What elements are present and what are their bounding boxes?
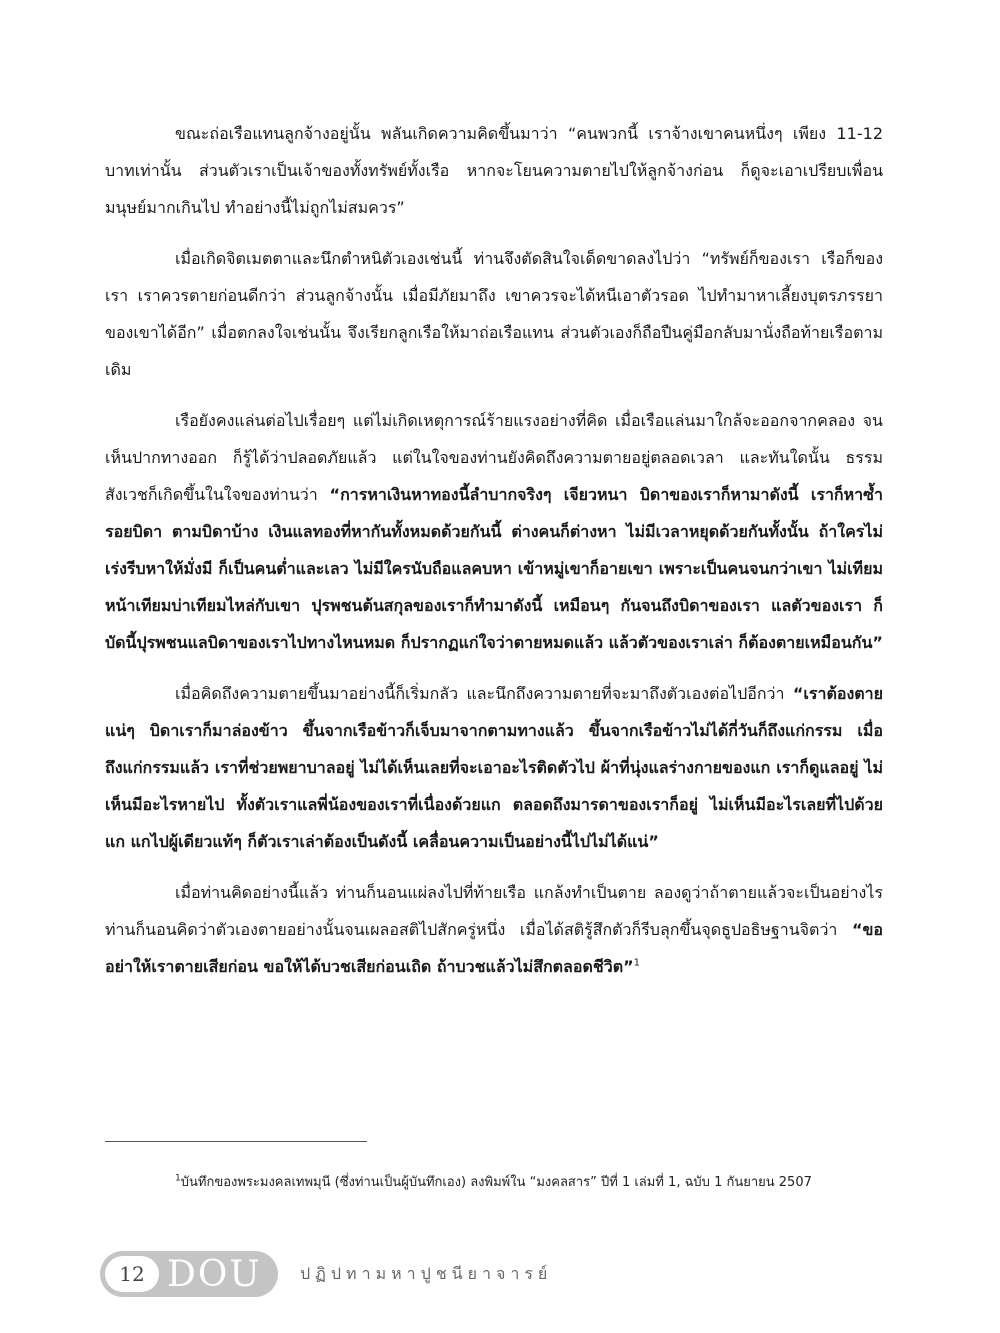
brand-logo: DOU xyxy=(167,1253,262,1295)
footnote-reference: 1 xyxy=(633,957,640,969)
page-footer xyxy=(100,1250,552,1298)
bold-quote: “ขออย่าให้เราตายเสียก่อน ขอให้ได้บวชเสียก่อนเถิด ถ้าบวชแล้วไม่สึกตลอดชีวิต” xyxy=(105,920,883,976)
footnote-text: บันทึกของพระมงคลเทพมุนี (ซึ่งท่านเป็นผู้บันทึกเอง) ลงพิมพ์ใน “มงคลสาร” ปีที่ 1 เล่มที่ 1, ฉบับ 1 กันยายน 2507 xyxy=(180,1175,812,1190)
footer-badge xyxy=(100,1251,278,1297)
paragraph-text: ขณะถ่อเรือแทนลูกจ้างอยู่นั้น พลันเกิดความคิดขึ้นมาว่า “คนพวกนี้ เราจ้างเขาคนหนึ่งๆ เพียง 11-12 บาทเท่านั้น ส่วนตัวเราเป็นเจ้าของทั้งทรัพย์ทั้งเรือ หากจะโยนความตายไปให้ลูกจ้างก่อน ก็ดูจะเอาเปรียบเพื่อนมนุษย์มากเกินไป ทำอย่างนี้ไม่ถูกไม่สมควร” xyxy=(105,124,883,217)
footnote-divider xyxy=(105,1141,367,1142)
footnote xyxy=(105,1166,883,1200)
paragraph xyxy=(105,874,883,985)
paragraph xyxy=(105,675,883,860)
paragraph-text: เมื่อท่านคิดอย่างนี้แล้ว ท่านก็นอนแผ่ลงไปที่ท้ายเรือ แกล้งทำเป็นตาย ลองดูว่าถ้าตายแล้วจะเป็นอย่างไร ท่านก็นอนคิดว่าตัวเองตายอย่างนั้นจนเผลอสติไปสักครู่หนึ่ง เมื่อได้สติรู้สึกตัวก็รีบลุกขึ้นจุดธูปอธิษฐานจิตว่า xyxy=(105,883,883,939)
footnote-marker: 1 xyxy=(175,1173,181,1184)
bold-quote: “เราต้องตายแน่ๆ บิดาเราก็มาล่องข้าว ขึ้นจากเรือข้าวก็เจ็บมาจากตามทางแล้ว ขึ้นจากเรือข้าวไม่ได้กี่วันก็ถึงแก่กรรม เมื่อถึงแก่กรรมแล้ว เราที่ช่วยพยาบาลอยู่ ไม่ได้เห็นเลยที่จะเอาอะไรติดตัวไป ผ้าที่นุ่งแลร่างกายของแก เราก็ดูแลอยู่ ไม่เห็นมีอะไรหายไป ทั้งตัวเราแลพี่น้องของเราที่เนื่องด้วยแก ตลอดถึงมารดาของเราก็อยู่ ไม่เห็นมีอะไรเลยที่ไปด้วยแก แกไปผู้เดียวแท้ๆ ก็ตัวเราเล่าต้องเป็นดังนี้ เคลื่อนความเป็นอย่างนี้ไปไม่ได้แน่” xyxy=(105,684,883,851)
paragraph xyxy=(105,240,883,388)
series-title: ปฏิปทามหาปูชนียาจารย์ xyxy=(300,1263,553,1283)
paragraph xyxy=(105,402,883,661)
paragraph-text: เมื่อคิดถึงความตายขึ้นมาอย่างนี้ก็เริ่มกลัว และนึกถึงความตายที่จะมาถึงตัวเองต่อไปอีกว่า xyxy=(175,684,793,703)
paragraph-text: เรือยังคงแล่นต่อไปเรื่อยๆ แต่ไม่เกิดเหตุการณ์ร้ายแรงอย่างที่คิด เมื่อเรือแล่นมาใกล้จะออกจากคลอง จนเห็นปากทางออก ก็รู้ได้ว่าปลอดภัยแล้ว แต่ในใจของท่านยังคิดถึงความตายอยู่ตลอดเวลา และทันใดนั้น ธรรมสังเวชก็เกิดขึ้นในใจของท่านว่า xyxy=(105,411,883,504)
page-number: 12 xyxy=(105,1256,159,1292)
body-text xyxy=(105,115,883,999)
paragraph-text: เมื่อเกิดจิตเมตตาและนึกตำหนิตัวเองเช่นนี้ ท่านจึงตัดสินใจเด็ดขาดลงไปว่า “ทรัพย์ก็ของเรา เรือก็ของเรา เราควรตายก่อนดีกว่า ส่วนลูกจ้างนั้น เมื่อมีภัยมาถึง เขาควรจะได้หนีเอาตัวรอด ไปทำมาหาเลี้ยงบุตรภรรยาของเขาได้อีก” เมื่อตกลงใจเช่นนั้น จึงเรียกลูกเรือให้มาถ่อเรือแทน ส่วนตัวเองก็ถือปืนคู่มือกลับมานั่งถือท้ายเรือตามเดิม xyxy=(105,249,883,379)
paragraph xyxy=(105,115,883,226)
bold-quote: “การหาเงินหาทองนี้ลำบากจริงๆ เจียวหนา บิดาของเราก็หามาดังนี้ เราก็หาซ้ำรอยบิดา ตามบิดาบ้าง เงินแลทองที่หากันทั้งหมดด้วยกันนี้ ต่างคนก็ต่างหา ไม่มีเวลาหยุดด้วยกันทั้งนั้น ถ้าใครไม่เร่งรีบหาให้มั่งมี ก็เป็นคนต่ำและเลว ไม่มีใครนับถือแลคบหา เข้าหมู่เขาก็อายเขา เพราะเป็นคนจนกว่าเขา ไม่เทียมหน้าเทียมบ่าเทียมไหล่กับเขา ปุรพชนต้นสกุลของเราก็ทำมาดังนี้ เหมือนๆ กันจนถึงบิดาของเรา แลตัวของเรา ก็บัดนี้ปุรพชนแลบิดาของเราไปทางไหนหมด ก็ปรากฏแก่ใจว่าตายหมดแล้ว แล้วตัวของเราเล่า ก็ต้องตายเหมือนกัน” xyxy=(105,485,883,652)
